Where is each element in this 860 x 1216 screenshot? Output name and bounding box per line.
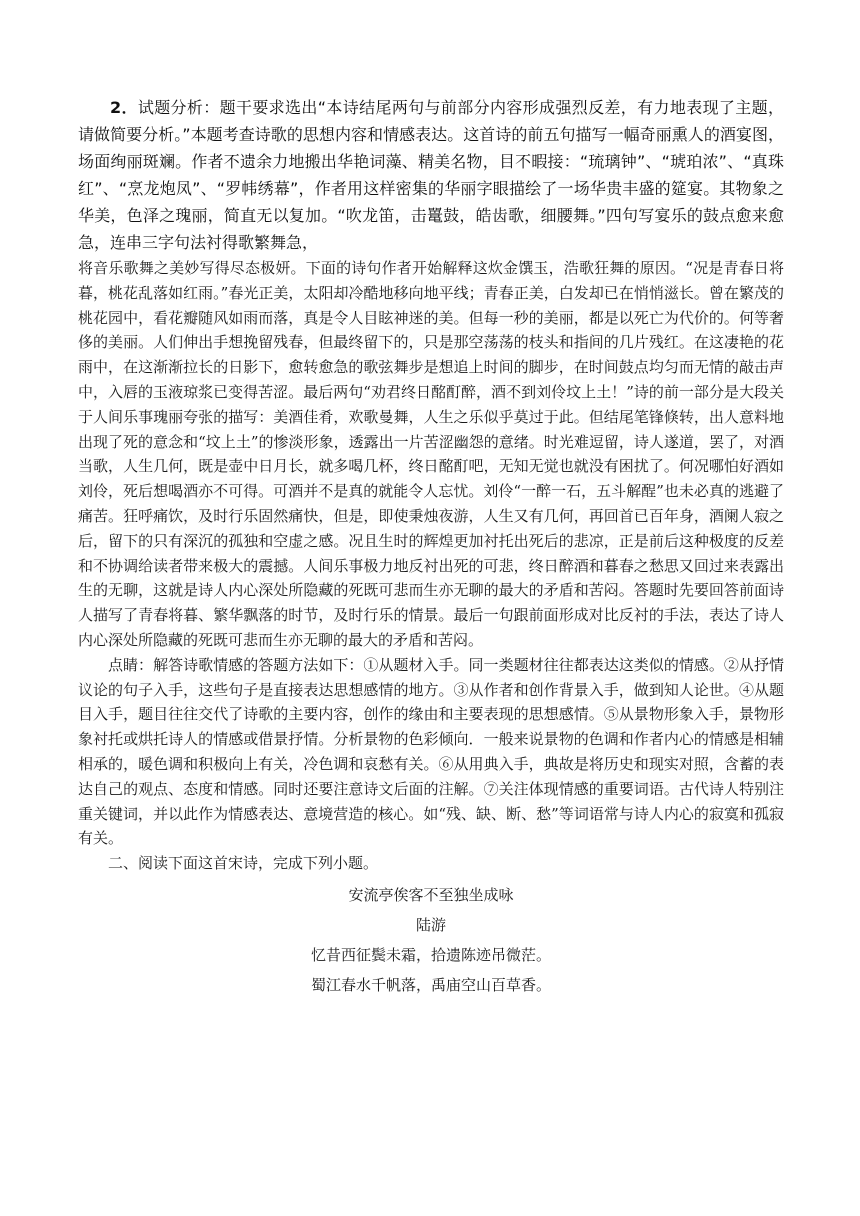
poem-line: 蜀江春水千帆落，禹庙空山百草香。 bbox=[310, 975, 551, 994]
document-page bbox=[78, 94, 784, 1000]
poem-author: 陆游 bbox=[415, 915, 446, 934]
analysis-paragraph-intro bbox=[78, 94, 784, 256]
question-number: 2． bbox=[110, 98, 138, 117]
analysis-paragraph-body: 将音乐歌舞之美妙写得尽态极妍。下面的诗句作者开始解释这炊金馔玉，浩歌狂舞的原因。“况是青春日将暮，桃花乱落如红雨。”春光正美，太阳却冷酷地移向地平线；青春正美，白发却已在悄悄滋长。曾在繁茂的桃花园中，看花瓣随风如雨而落，真是令人目眩神迷的美。但每一秒的美丽，都是以死亡为代价的。何等奢侈的美丽。人们伸出手想挽留残春，但最终留下的，只是那空荡荡的枝头和指间的几片残红。在这凄艳的花雨中，在这渐渐拉长的日影下，愈转愈急的歌弦舞步是想追上时间的脚步，在时间鼓点均匀而无情的敲击声中，入唇的玉液琼浆已变得苦涩。最后两句“劝君终日酩酊醉，酒不到刘伶坟上土！”诗的前一部分是大段关于人间乐事瑰丽夸张的描写：美酒佳肴，欢歌曼舞，人生之乐似乎莫过于此。但结尾笔锋倏转，出人意料地出现了死的意念和“坟上土”的惨淡形象，透露出一片苦涩幽怨的意绪。时光难逗留，诗人遂道，罢了，对酒当歌，人生几何，既是壶中日月长，就多喝几杯，终日酩酊吧，无知无觉也就没有困扰了。何况哪怕好酒如刘伶，死后想喝酒亦不可得。可酒并不是真的就能令人忘忧。刘伶“一醉一石，五斗解酲”也未必真的逃避了痛苦。狂呼痛饮，及时行乐固然痛快，但是，即使秉烛夜游，人生又有几何，再回首已百年身，酒阑人寂之后，留下的只有深沉的孤独和空虚之感。况且生时的辉煌更加衬托出死后的悲凉，正是前后这种极度的反差和不协调给读者带来极大的震撼。人间乐事极力地反衬出死的可悲，终日醉酒和暮春之愁思又回过来表露出生的无聊，这就是诗人内心深处所隐藏的死既可悲而生亦无聊的最大的矛盾和苦闷。答题时先要回答前面诗人描写了青春将暮、繁华飘落的时节，及时行乐的情景。最后一句跟前面形成对比反衬的手法，表达了诗人内心深处所隐藏的死既可悲而生亦无聊的最大的矛盾和苦闷。 bbox=[78, 259, 784, 649]
tips-paragraph: 点睛：解答诗歌情感的答题方法如下：①从题材入手。同一类题材往往都表达这类似的情感。②从抒情议论的句子入手，这些句子是直接表达思想感情的地方。③从作者和创作背景入手，做到知人论世。④从题目入手，题目往往交代了诗歌的主要内容，创作的缘由和主要表现的思想感情。⑤从景物形象入手，景物形象衬托或烘托诗人的情感或借景抒情。分析景物的色彩倾向．一般来说景物的色调和作者内心的情感是相辅相承的，暖色调和积极向上有关，冷色调和哀愁有关。⑥从用典入手，典故是将历史和现实对照，含蓄的表达自己的观点、态度和情感。同时还要注意诗文后面的注解。⑦关注体现情感的重要词语。古代诗人特别注重关键词，并以此作为情感表达、意境营造的核心。如“残、缺、断、愁”等词语常与诗人内心的寂寞和孤寂有关。 bbox=[78, 655, 784, 848]
poem-title: 安流亭俟客不至独坐成咏 bbox=[348, 885, 514, 904]
poem bbox=[78, 880, 784, 1000]
section-heading: 二、阅读下面这首宋诗，完成下列小题。 bbox=[108, 854, 379, 873]
poem-line: 忆昔西征鬓未霜，拾遗陈迹吊微茫。 bbox=[310, 945, 551, 964]
analysis-intro-text: 试题分析：题干要求选出“本诗结尾两句与前部分内容形成强烈反差，有力地表现了主题，请做简要分析。”本题考查诗歌的思想内容和情感表达。这首诗的前五句描写一幅奇丽熏人的酒宴图，场面绚丽斑斓。作者不遗余力地搬出华艳词藻、精美名物，目不暇接：“琉璃钟”、“琥珀浓”、“真珠红”、“烹龙炮凤”、“罗帏绣幕”，作者用这样密集的华丽字眼描绘了一场华贵丰盛的筵宴。其物象之华美，色泽之瑰丽，简直无以复加。“吹龙笛，击鼍鼓，皓齿歌，细腰舞。”四句写宴乐的鼓点愈来愈急，连串三字句法衬得歌繁舞急， bbox=[78, 98, 784, 252]
